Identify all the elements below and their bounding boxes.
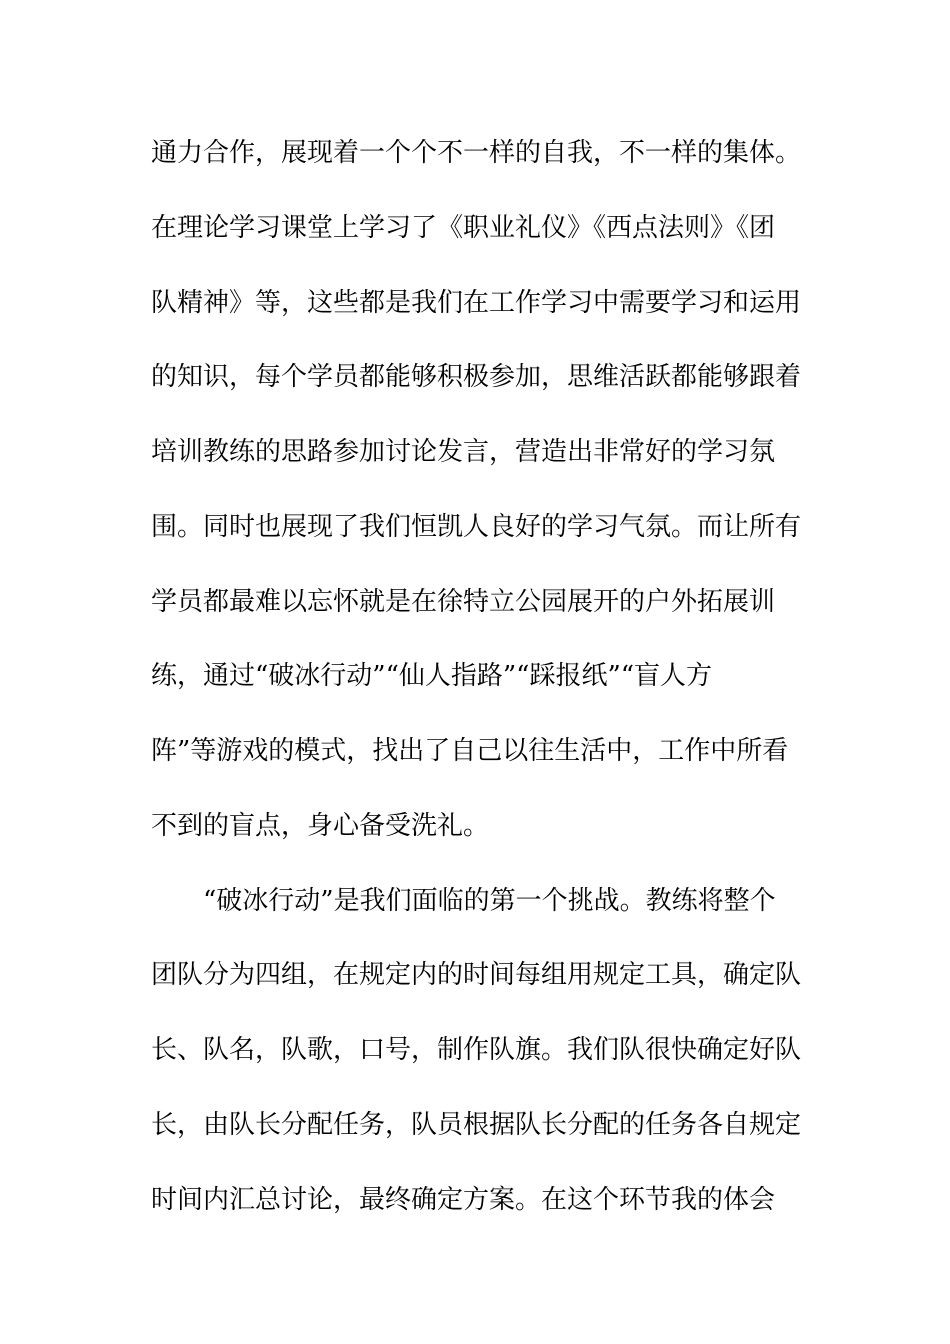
text-line: 的知识，每个学员都能够积极参加，思维活跃都能够跟着 — [151, 362, 802, 392]
text-line: 学员都最难以忘怀就是在徐特立公园展开的户外拓展训 — [151, 587, 776, 617]
text-line: 阵”等游戏的模式，找出了自己以往生活中，工作中所看 — [151, 736, 789, 766]
paragraph-first-line: “破冰行动”是我们面临的第一个挑战。教练将整个 — [203, 886, 776, 916]
text-line: 在理论学习课堂上学习了《职业礼仪》《西点法则》《团 — [151, 213, 776, 243]
text-line: 队精神》等，这些都是我们在工作学习中需要学习和运用 — [151, 288, 802, 318]
text-line: 练，通过“破冰行动”“仙人指路”“踩报纸”“盲人方 — [151, 661, 713, 691]
text-line: 通力合作，展现着一个个不一样的自我，不一样的集体。 — [151, 138, 802, 168]
text-line: 围。同时也展现了我们恒凯人良好的学习气氛。而让所有 — [151, 512, 802, 542]
text-line: 团队分为四组，在规定内的时间每组用规定工具，确定队 — [151, 960, 802, 990]
text-line: 长，由队长分配任务，队员根据队长分配的任务各自规定 — [151, 1110, 802, 1140]
text-line: 时间内汇总讨论，最终确定方案。在这个环节我的体会 — [151, 1185, 776, 1215]
text-line: 长、队名，队歌，口号，制作队旗。我们队很快确定好队 — [151, 1035, 802, 1065]
text-line: 培训教练的思路参加讨论发言，营造出非常好的学习氛 — [151, 437, 776, 467]
text-line: 不到的盲点，身心备受洗礼。 — [151, 811, 490, 841]
